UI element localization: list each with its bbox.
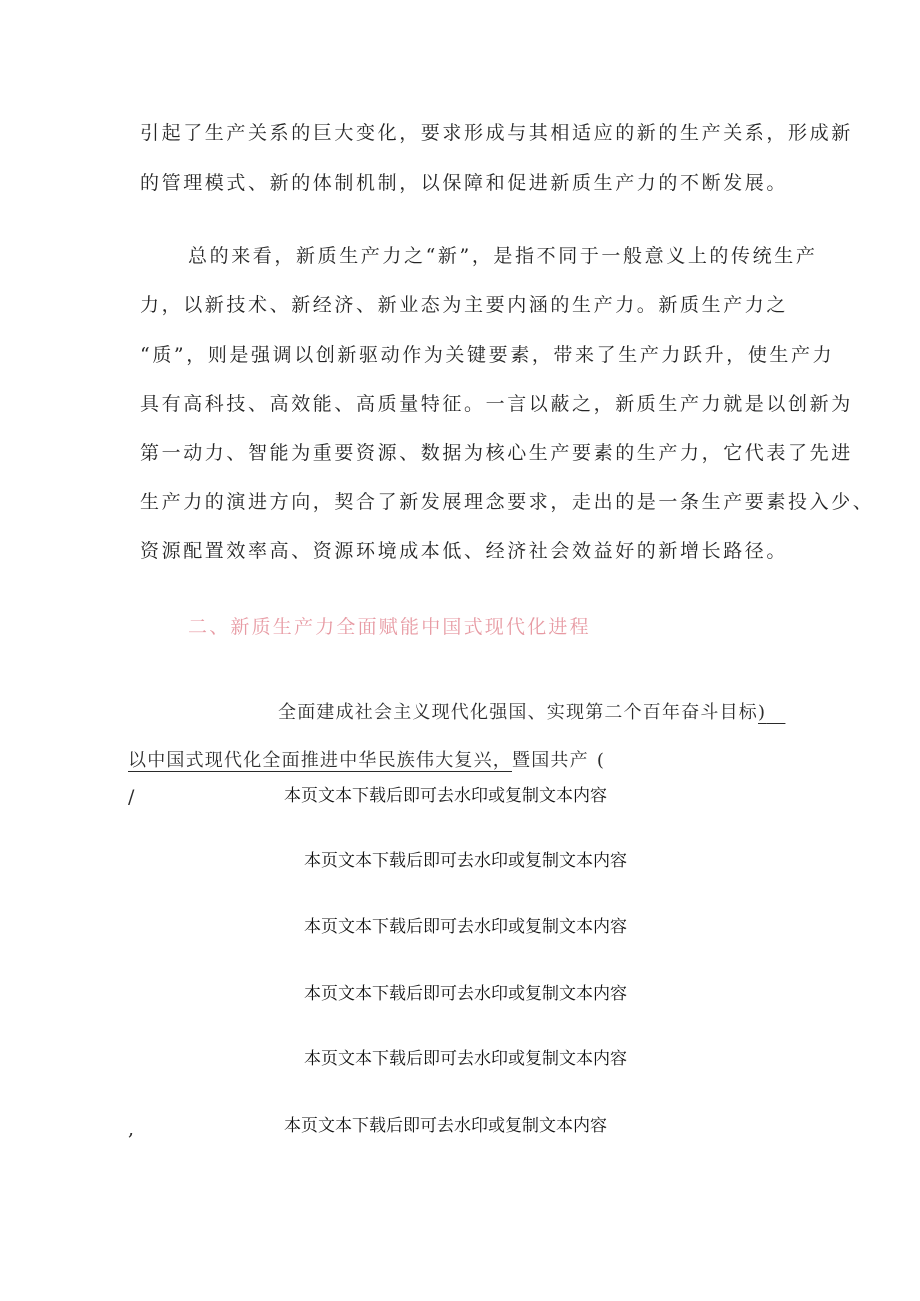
watermark-notice: 本页文本下载后即可去水印或复制文本内容 — [284, 786, 607, 806]
paragraph-line: 的管理模式、新的体制机制，以保障和促进新质生产力的不断发展。 — [140, 172, 789, 194]
watermark-notice: 本页文本下载后即可去水印或复制文本内容 — [304, 1049, 627, 1069]
paragraph-line: “质”，则是强调以创新驱动作为关键要素，带来了生产力跃升，使生产力 — [140, 344, 835, 366]
watermark-notice: 本页文本下载后即可去水印或复制文本内容 — [304, 984, 627, 1004]
watermark-notice: 本页文本下载后即可去水印或复制文本内容 — [304, 851, 627, 871]
paragraph-line: 引起了生产关系的巨大变化，要求形成与其相适应的新的生产关系，形成新 — [140, 122, 853, 144]
tail-underline-gap — [766, 702, 785, 723]
stray-comma: , — [128, 1118, 135, 1140]
tail-line-mark: ) — [758, 702, 767, 723]
section-heading: 二、新质生产力全面赋能中国式现代化进程 — [188, 616, 591, 638]
watermark-notice: 本页文本下载后即可去水印或复制文本内容 — [304, 917, 627, 937]
stray-slash: / — [128, 786, 135, 808]
tail-line-mark: ( — [596, 750, 606, 771]
tail-line-text: 暨国共产 — [512, 750, 589, 771]
paragraph-line: 资源配置效率高、资源环境成本低、经济社会效益好的新增长路径。 — [140, 540, 789, 562]
paragraph-line: 生产力的演进方向，契合了新发展理念要求，走出的是一条生产要素投入少、 — [140, 491, 875, 513]
paragraph-line: 力，以新技术、新经济、新业态为主要内涵的生产力。新质生产力之 — [140, 294, 789, 316]
tail-line — [128, 748, 605, 774]
paragraph-line: 总的来看，新质生产力之“新”，是指不同于一般意义上的传统生产 — [188, 245, 818, 267]
paragraph-line: 第一动力、智能为重要资源、数据为核心生产要素的生产力，它代表了先进 — [140, 442, 853, 464]
tail-line — [278, 700, 785, 726]
paragraph-line: 具有高科技、高效能、高质量特征。一言以蔽之，新质生产力就是以创新为 — [140, 393, 853, 415]
watermark-notice: 本页文本下载后即可去水印或复制文本内容 — [284, 1116, 607, 1136]
tail-underlined-text: 以中国式现代化全面推进中华民族伟大复兴， — [128, 750, 512, 771]
tail-line-text: 全面建成社会主义现代化强国、实现第二个百年奋斗目标 — [278, 702, 758, 723]
